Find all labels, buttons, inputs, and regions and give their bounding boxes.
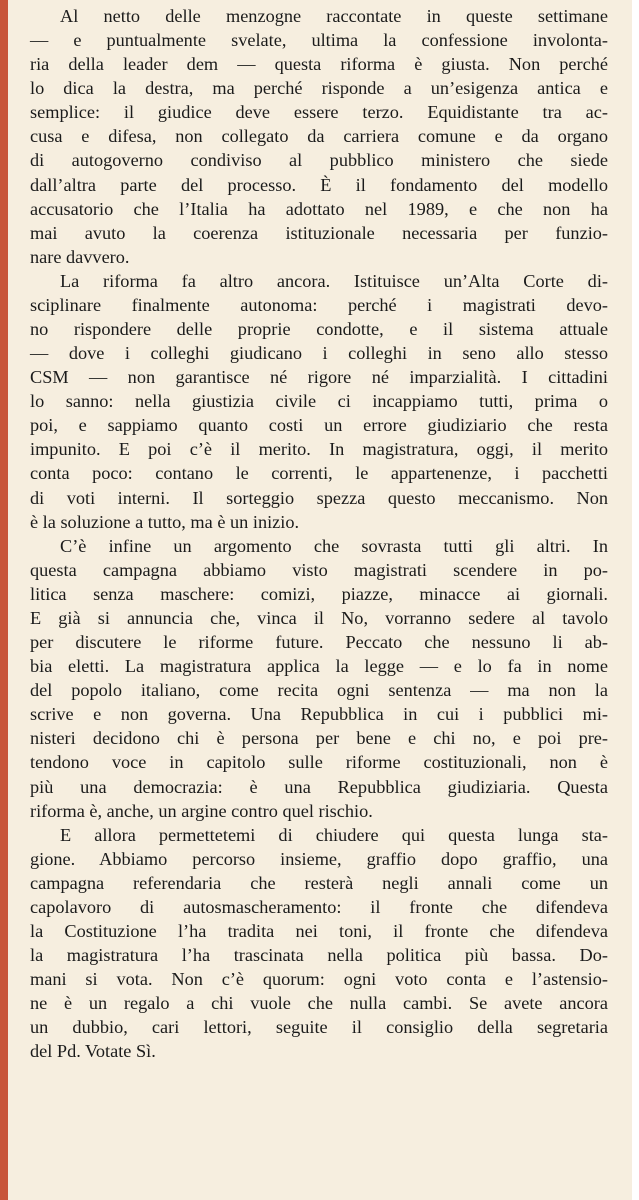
text-line: E allora permettetemi di chiudere qui questa lunga sta- [60, 824, 608, 845]
text-line: lo sanno: nella giustizia civile ci incappiamo tutti, prima o [30, 391, 608, 412]
accent-rule-left [0, 0, 8, 1200]
text-line: sciplinare finalmente autonoma: perché i magistrati devo- [30, 294, 608, 315]
text-line: accusatorio che l’Italia ha adottato nel 1989, e che non ha [30, 198, 608, 219]
text-line: E già si annuncia che, vinca il No, vorranno sedere al tavolo [30, 607, 608, 628]
text-line: nare davvero. [30, 246, 130, 267]
text-line: la Costituzione l’ha tradita nei toni, il fronte che difendeva [30, 920, 608, 941]
text-line: mani si vota. Non c’è quorum: ogni voto conta e l’astensio- [30, 969, 608, 990]
text-line: del popolo italiano, come recita ogni sentenza — ma non la [30, 680, 608, 701]
text-line: dall’altra parte del processo. È il fondamento del modello [30, 174, 608, 195]
text-line: di voti interni. Il sorteggio spezza questo meccanismo. Non [30, 487, 608, 508]
text-line: — e puntualmente svelate, ultima la confessione involonta- [30, 30, 608, 51]
text-line: la magistratura l’ha trascinata nella politica più bassa. Do- [30, 945, 608, 966]
text-line: ne è un regalo a chi vuole che nulla cambi. Se avete ancora [30, 993, 608, 1014]
text-line: per discutere le riforme future. Peccato che nessuno li ab- [30, 632, 608, 653]
page-edge-right [632, 0, 639, 1200]
text-line: La riforma fa altro ancora. Istituisce un’Alta Corte di- [60, 270, 608, 291]
text-line: scrive e non governa. Una Repubblica in cui i pubblici mi- [30, 704, 608, 725]
text-line: cusa e difesa, non collegato da carriera comune e da organo [30, 126, 608, 147]
text-line: di autogoverno condiviso al pubblico ministero che siede [30, 150, 608, 171]
article-paragraph [30, 534, 608, 823]
text-line: semplice: il giudice deve essere terzo. Equidistante tra ac- [30, 102, 608, 123]
text-line: nisteri decidono chi è persona per bene e chi no, e poi pre- [30, 728, 608, 749]
text-line: poi, e sappiamo quanto costi un errore giudiziario che resta [30, 415, 608, 436]
article-body [30, 4, 608, 1063]
text-line: Al netto delle menzogne raccontate in queste settimane [60, 6, 608, 26]
text-line: bia eletti. La magistratura applica la legge — e lo fa in nome [30, 656, 608, 677]
text-line: conta poco: contano le correnti, le appartenenze, i pacchetti [30, 463, 608, 484]
text-line: impunito. E poi c’è il merito. In magistratura, oggi, il merito [30, 439, 608, 460]
article-paragraph [30, 4, 608, 269]
text-line: del Pd. Votate Sì. [30, 1041, 156, 1062]
text-line: tendono voce in capitolo sulle riforme costituzionali, non è [30, 752, 608, 773]
text-line: mai avuto la coerenza istituzionale necessaria per funzio- [30, 222, 608, 243]
text-line: — dove i colleghi giudicano i colleghi in seno allo stesso [30, 343, 608, 364]
text-line: campagna referendaria che resterà negli annali come un [30, 872, 608, 893]
text-line: lo dica la destra, ma perché risponde a un’esigenza antica e [30, 78, 608, 99]
article-paragraph [30, 269, 608, 534]
text-line: un dubbio, cari lettori, seguite il consiglio della segretaria [30, 1017, 608, 1038]
article-paragraph [30, 823, 608, 1064]
text-line: ria della leader dem — questa riforma è giusta. Non perché [30, 54, 608, 75]
text-line: questa campagna abbiamo visto magistrati scendere in po- [30, 559, 608, 580]
text-line: gione. Abbiamo percorso insieme, graffio dopo graffio, una [30, 848, 608, 869]
text-line: C’è infine un argomento che sovrasta tutti gli altri. In [60, 535, 608, 556]
text-line: più una democrazia: è una Repubblica giudiziaria. Questa [30, 776, 608, 797]
text-line: riforma è, anche, un argine contro quel rischio. [30, 800, 373, 821]
text-line: CSM — non garantisce né rigore né imparzialità. I cittadini [30, 367, 608, 388]
text-line: capolavoro di autosmascheramento: il fronte che difendeva [30, 896, 608, 917]
text-line: no rispondere delle proprie condotte, e il sistema attuale [30, 319, 608, 340]
text-line: è la soluzione a tutto, ma è un inizio. [30, 511, 300, 532]
text-line: litica senza maschere: comizi, piazze, minacce ai giornali. [30, 583, 608, 604]
